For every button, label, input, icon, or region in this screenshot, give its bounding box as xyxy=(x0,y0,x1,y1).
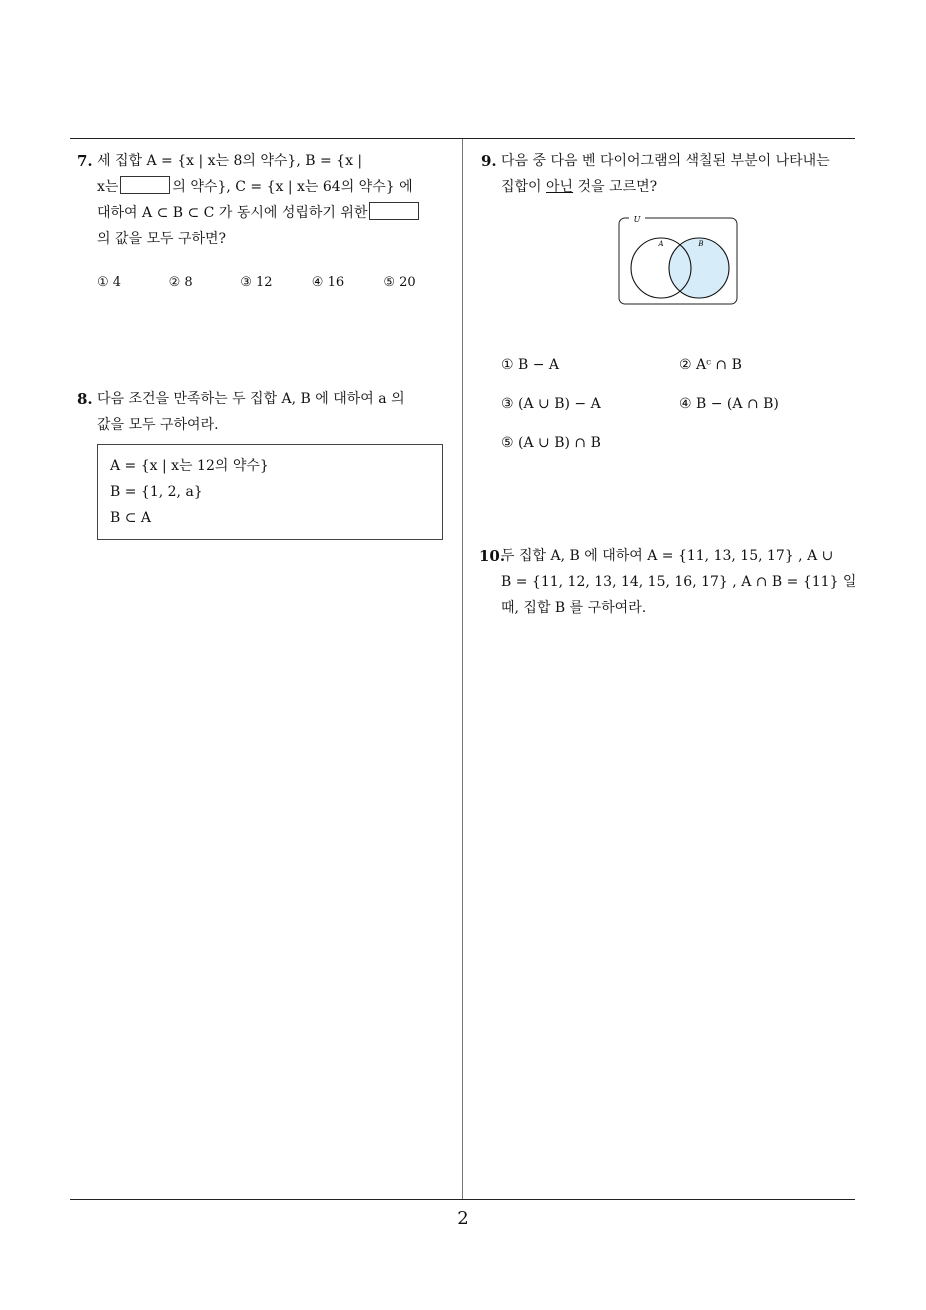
condition-line: B = {1, 2, a} xyxy=(110,484,203,500)
condition-box xyxy=(97,444,443,540)
question-number: 8. xyxy=(77,390,93,408)
choice-4[interactable]: ④ B − (A ∩ B) xyxy=(679,396,779,412)
choice-1[interactable]: ① 4 xyxy=(97,275,122,290)
venn-diagram xyxy=(617,214,741,310)
choice-list xyxy=(501,346,861,463)
choice-2[interactable]: ② 8 xyxy=(168,275,193,290)
condition-line: B ⊂ A xyxy=(110,510,152,526)
choice-3[interactable]: ③ 12 xyxy=(240,275,273,290)
choice-2[interactable]: ② Aᶜ ∩ B xyxy=(679,357,742,373)
choice-1[interactable]: ① B − A xyxy=(501,357,560,373)
question-text-line xyxy=(97,200,455,226)
bottom-rule xyxy=(70,1199,855,1200)
question-text-line: 세 집합 A = {x | x는 8의 약수}, B = {x | xyxy=(97,153,363,169)
set-b-label: B xyxy=(698,240,704,248)
question-10 xyxy=(479,543,859,621)
question-text-line xyxy=(501,174,861,200)
choice-5[interactable]: ⑤ 20 xyxy=(383,275,416,290)
question-text-line: 두 집합 A, B 에 대하여 A = {11, 13, 15, 17} , A ∪ xyxy=(501,548,834,564)
question-number: 9. xyxy=(481,152,497,170)
choice-4[interactable]: ④ 16 xyxy=(311,275,345,290)
text-fragment: x는 xyxy=(97,179,119,195)
universe-label: U xyxy=(633,215,641,224)
question-number: 7. xyxy=(77,152,93,170)
question-text-line: B = {11, 12, 13, 14, 15, 16, 17} , A ∩ B = {11} 일 xyxy=(501,574,857,590)
question-text-line: 값을 모두 구하여라. xyxy=(97,417,219,433)
question-text-line: 다음 조건을 만족하는 두 집합 A, B 에 대하여 a 의 xyxy=(97,391,405,407)
text-fragment: 의 약수}, C = {x | x는 64의 약수} 에 xyxy=(172,179,413,195)
set-a-label: A xyxy=(658,240,664,248)
text-fragment: 것을 고르면? xyxy=(577,179,658,195)
text-fragment: 대하여 A ⊂ B ⊂ C 가 동시에 성립하기 위한 xyxy=(97,205,368,221)
answer-blank xyxy=(369,202,419,220)
page-number: 2 xyxy=(457,1208,469,1229)
choice-5[interactable]: ⑤ (A ∪ B) ∩ B xyxy=(501,435,601,451)
choice-3[interactable]: ③ (A ∪ B) − A xyxy=(501,396,601,412)
question-text-line: 때, 집합 B 를 구하여라. xyxy=(501,600,647,616)
condition-line: A = {x | x는 12의 약수} xyxy=(110,458,269,474)
question-7 xyxy=(77,148,455,296)
underlined-word: 아닌 xyxy=(546,179,574,195)
question-8 xyxy=(77,386,455,540)
question-number: 10. xyxy=(479,547,506,565)
question-text-line xyxy=(97,174,455,200)
choice-list xyxy=(97,270,455,296)
question-text-line: 다음 중 다음 벤 다이어그램의 색칠된 부분이 나타내는 xyxy=(501,153,830,169)
column-divider xyxy=(462,139,463,1199)
answer-blank xyxy=(120,176,170,194)
text-fragment: 집합이 xyxy=(501,179,542,195)
question-text-line: 의 값을 모두 구하면? xyxy=(97,231,227,247)
question-9 xyxy=(481,148,861,463)
